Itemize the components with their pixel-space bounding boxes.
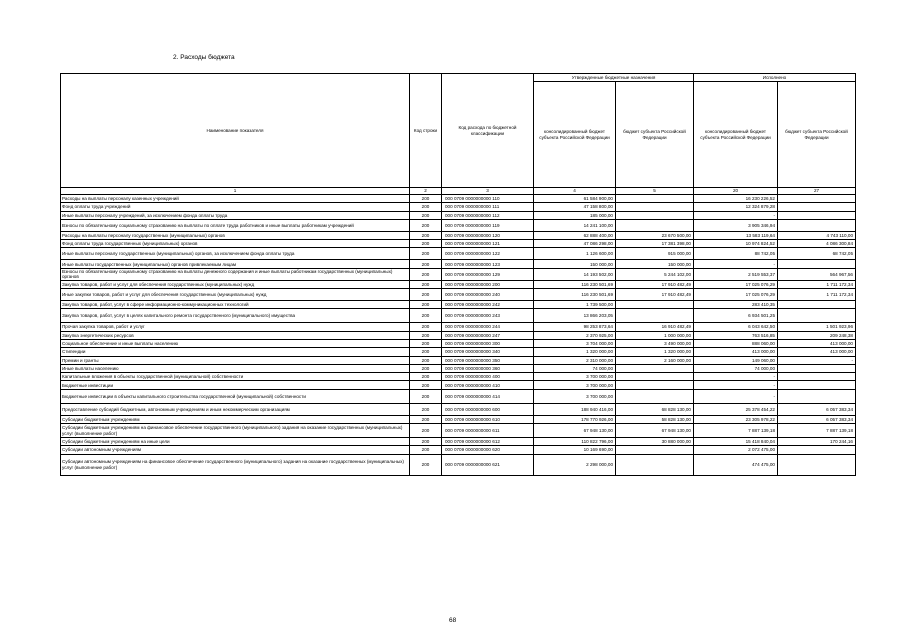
row-executed-consolidated: - <box>694 389 778 403</box>
row-executed-consolidated: 474 475,00 <box>694 454 778 475</box>
row-approved-subject: 915 000,00 <box>616 248 694 260</box>
row-name: Расходы на выплаты персоналу казенных учреждений <box>61 195 410 203</box>
expenses-table <box>60 73 856 476</box>
row-code: 200 <box>410 289 442 301</box>
row-kbk: 000 0709 0000000000 244 <box>442 323 534 331</box>
row-approved-subject <box>616 446 694 454</box>
column-number: 3 <box>442 188 534 195</box>
row-approved-consolidated: 67 948 130,00 <box>534 424 616 438</box>
row-kbk: 000 0709 0000000000 121 <box>442 240 534 248</box>
row-executed-subject <box>778 260 856 268</box>
row-approved-consolidated: 14 193 502,00 <box>534 268 616 280</box>
row-executed-subject: 413 000,00 <box>778 348 856 356</box>
row-executed-consolidated: 25 378 454,22 <box>694 403 778 415</box>
row-executed-subject <box>778 373 856 381</box>
row-approved-subject <box>616 211 694 219</box>
row-kbk: 000 0709 0000000000 340 <box>442 348 534 356</box>
row-kbk: 000 0709 0000000000 243 <box>442 309 534 323</box>
row-name: Расходы на выплаты персоналу государственных (муниципальных) органов <box>61 231 410 239</box>
row-approved-subject <box>616 381 694 389</box>
row-name: Бюджетные инвестиции <box>61 381 410 389</box>
row-kbk: 000 0709 0000000000 111 <box>442 203 534 211</box>
table-row <box>61 248 856 260</box>
row-approved-consolidated: 3 700 000,00 <box>534 373 616 381</box>
header-name: Наименование показателя <box>61 74 410 188</box>
header-code: Код строки <box>410 74 442 188</box>
row-executed-subject <box>778 309 856 323</box>
row-kbk: 000 0709 0000000000 242 <box>442 301 534 309</box>
row-code: 200 <box>410 331 442 339</box>
row-kbk: 000 0709 0000000000 200 <box>442 280 534 288</box>
row-executed-subject <box>778 389 856 403</box>
row-approved-subject: 67 948 130,00 <box>616 424 694 438</box>
row-name: Фонд оплаты труда учреждений <box>61 203 410 211</box>
table-row <box>61 415 856 423</box>
row-executed-consolidated: - <box>694 381 778 389</box>
table-header <box>61 74 856 195</box>
table-row <box>61 403 856 415</box>
row-approved-consolidated: 10 169 690,00 <box>534 446 616 454</box>
row-executed-subject: 68 742,05 <box>778 248 856 260</box>
row-approved-consolidated: 185 000,00 <box>534 211 616 219</box>
row-name: Социальное обеспечение и иные выплаты населению <box>61 339 410 347</box>
row-executed-subject: 1 711 172,34 <box>778 280 856 288</box>
row-name: Субсидии автономным учреждениям <box>61 446 410 454</box>
row-approved-subject <box>616 389 694 403</box>
section-title: 2. Расходы бюджета <box>173 54 235 61</box>
row-approved-consolidated: 62 888 400,00 <box>534 231 616 239</box>
row-code: 200 <box>410 268 442 280</box>
table-row <box>61 364 856 372</box>
row-executed-subject: 413 000,00 <box>778 339 856 347</box>
row-executed-consolidated: 7 887 139,18 <box>694 424 778 438</box>
column-number: 5 <box>616 188 694 195</box>
column-number: 2 <box>410 188 442 195</box>
row-name: Закупка товаров, работ и услуг для обеспечения государственных (муниципальных) нужд <box>61 280 410 288</box>
row-name: Субсидии бюджетным учреждениям <box>61 415 410 423</box>
row-executed-subject <box>778 446 856 454</box>
table-row <box>61 389 856 403</box>
table-row <box>61 301 856 309</box>
row-approved-subject: 17 381 398,00 <box>616 240 694 248</box>
row-approved-subject <box>616 203 694 211</box>
column-number: 4 <box>534 188 616 195</box>
row-code: 200 <box>410 203 442 211</box>
row-kbk: 000 0709 0000000000 621 <box>442 454 534 475</box>
row-approved-consolidated: 2 298 000,00 <box>534 454 616 475</box>
table-body <box>61 195 856 476</box>
row-code: 200 <box>410 248 442 260</box>
row-approved-consolidated: 47 158 800,00 <box>534 203 616 211</box>
row-name: Капитальные вложения в объекты государственной (муниципальной) собственности <box>61 373 410 381</box>
row-code: 200 <box>410 231 442 239</box>
row-executed-consolidated: 2 072 475,00 <box>694 446 778 454</box>
table-row <box>61 331 856 339</box>
row-name: Фонд оплаты труда государственных (муниципальных) органов <box>61 240 410 248</box>
row-approved-consolidated: 98 253 873,64 <box>534 323 616 331</box>
row-approved-subject <box>616 454 694 475</box>
row-executed-subject <box>778 301 856 309</box>
row-executed-subject <box>778 381 856 389</box>
row-name: Субсидии бюджетным учреждениям на финансовое обеспечение государственного (муниципального) задания на оказание государственных (муниципальных) услуг (выполнение работ) <box>61 424 410 438</box>
row-name: Иные выплаты населению <box>61 364 410 372</box>
row-approved-consolidated: 2 310 000,00 <box>534 356 616 364</box>
row-executed-consolidated: 74 000,00 <box>694 364 778 372</box>
table-row <box>61 438 856 446</box>
row-name: Взносы по обязательному социальному страхованию на выплаты по оплате труда работников и иные выплаты работникам учреждений <box>61 219 410 231</box>
row-executed-consolidated: 149 060,00 <box>694 356 778 364</box>
row-executed-subject <box>778 219 856 231</box>
column-number: 1 <box>61 188 410 195</box>
row-code: 200 <box>410 364 442 372</box>
page-number: 68 <box>449 617 457 624</box>
row-code: 200 <box>410 446 442 454</box>
row-approved-consolidated: 150 000,00 <box>534 260 616 268</box>
row-kbk: 000 0709 0000000000 600 <box>442 403 534 415</box>
row-executed-consolidated: 88 742,05 <box>694 248 778 260</box>
row-approved-subject: 1 000 000,00 <box>616 331 694 339</box>
row-executed-consolidated: 2 519 553,37 <box>694 268 778 280</box>
row-name: Субсидии бюджетным учреждениям на иные цели <box>61 438 410 446</box>
row-name: Субсидии автономным учреждениям на финансовое обеспечение государственного (муниципального) задания на оказание государственных (муниципальных) услуг (выполнение работ) <box>61 454 410 475</box>
row-approved-consolidated: 1 320 000,00 <box>534 348 616 356</box>
row-kbk: 000 0709 0000000000 620 <box>442 446 534 454</box>
row-executed-subject: 4 743 110,00 <box>778 231 856 239</box>
row-code: 200 <box>410 424 442 438</box>
row-executed-consolidated: - <box>694 260 778 268</box>
row-kbk: 000 0709 0000000000 247 <box>442 331 534 339</box>
row-code: 200 <box>410 381 442 389</box>
table-row <box>61 260 856 268</box>
header-kbk: Код расхода по бюджетной классификации <box>442 74 534 188</box>
row-name: Бюджетные инвестиции в объекты капитального строительства государственной (муниципальной) собственности <box>61 389 410 403</box>
table-row <box>61 424 856 438</box>
table-row <box>61 454 856 475</box>
row-kbk: 000 0709 0000000000 123 <box>442 260 534 268</box>
row-code: 200 <box>410 389 442 403</box>
row-executed-consolidated: 17 025 076,29 <box>694 289 778 301</box>
row-kbk: 000 0709 0000000000 119 <box>442 219 534 231</box>
row-executed-subject: 7 887 139,18 <box>778 424 856 438</box>
row-executed-consolidated: 413 000,00 <box>694 348 778 356</box>
table-row <box>61 381 856 389</box>
row-executed-subject: 564 967,56 <box>778 268 856 280</box>
row-code: 200 <box>410 301 442 309</box>
row-code: 200 <box>410 195 442 203</box>
row-code: 200 <box>410 309 442 323</box>
row-executed-subject: 4 086 300,84 <box>778 240 856 248</box>
row-executed-consolidated: 10 974 824,52 <box>694 240 778 248</box>
row-approved-consolidated: 14 241 100,00 <box>534 219 616 231</box>
row-code: 200 <box>410 260 442 268</box>
expenses-table-wrapper <box>60 73 856 476</box>
row-kbk: 000 0709 0000000000 112 <box>442 211 534 219</box>
row-code: 200 <box>410 415 442 423</box>
row-executed-consolidated: 6 043 642,50 <box>694 323 778 331</box>
row-kbk: 000 0709 0000000000 414 <box>442 389 534 403</box>
row-executed-subject: 170 244,16 <box>778 438 856 446</box>
row-kbk: 000 0709 0000000000 360 <box>442 364 534 372</box>
header-executed-group: Исполнено <box>694 74 856 82</box>
row-code: 200 <box>410 454 442 475</box>
table-row <box>61 356 856 364</box>
row-kbk: 000 0709 0000000000 400 <box>442 373 534 381</box>
row-kbk: 000 0709 0000000000 611 <box>442 424 534 438</box>
header-approved-subject: бюджет субъекта Российской Федерации <box>616 82 694 188</box>
row-name: Прочая закупка товаров, работ и услуг <box>61 323 410 331</box>
row-approved-subject <box>616 195 694 203</box>
row-approved-consolidated: 47 086 298,00 <box>534 240 616 248</box>
row-executed-consolidated: 12 324 879,28 <box>694 203 778 211</box>
row-executed-consolidated: 16 230 226,52 <box>694 195 778 203</box>
row-name: Стипендии <box>61 348 410 356</box>
row-kbk: 000 0709 0000000000 110 <box>442 195 534 203</box>
row-name: Иные выплаты персоналу учреждений, за исключением фонда оплаты труда <box>61 211 410 219</box>
row-approved-consolidated: 2 370 925,00 <box>534 331 616 339</box>
row-approved-consolidated: 1 126 600,00 <box>534 248 616 260</box>
row-kbk: 000 0709 0000000000 410 <box>442 381 534 389</box>
row-name: Взносы по обязательному социальному страхованию на выплаты денежного содержания и иные выплаты работникам государственных (муниципальных) органов <box>61 268 410 280</box>
row-name: Иные закупки товаров, работ и услуг для обеспечения государственных (муниципальных) нужд <box>61 289 410 301</box>
row-approved-subject: 23 670 500,00 <box>616 231 694 239</box>
row-kbk: 000 0709 0000000000 122 <box>442 248 534 260</box>
table-row <box>61 339 856 347</box>
row-executed-subject <box>778 203 856 211</box>
table-row <box>61 373 856 381</box>
column-number: 27 <box>778 188 856 195</box>
row-approved-consolidated: 3 704 000,00 <box>534 339 616 347</box>
header-executed-consolidated: консолидированный бюджет субъекта Российской Федерации <box>694 82 778 188</box>
row-approved-consolidated: 188 940 416,00 <box>534 403 616 415</box>
row-approved-consolidated: 116 230 501,69 <box>534 289 616 301</box>
row-executed-consolidated: 13 583 119,64 <box>694 231 778 239</box>
row-executed-subject: 209 248,38 <box>778 331 856 339</box>
row-approved-subject: 2 160 000,00 <box>616 356 694 364</box>
row-executed-consolidated: 17 025 076,29 <box>694 280 778 288</box>
row-executed-subject <box>778 364 856 372</box>
row-kbk: 000 0709 0000000000 350 <box>442 356 534 364</box>
row-kbk: 000 0709 0000000000 120 <box>442 231 534 239</box>
row-approved-subject: 30 880 000,00 <box>616 438 694 446</box>
row-executed-subject <box>778 454 856 475</box>
header-approved-consolidated: консолидированный бюджет субъекта Российской Федерации <box>534 82 616 188</box>
row-approved-subject: 16 910 482,49 <box>616 323 694 331</box>
row-code: 200 <box>410 438 442 446</box>
row-kbk: 000 0709 0000000000 610 <box>442 415 534 423</box>
row-code: 200 <box>410 240 442 248</box>
row-approved-subject: 5 244 102,00 <box>616 268 694 280</box>
table-row <box>61 211 856 219</box>
row-approved-subject: 58 828 130,00 <box>616 415 694 423</box>
row-name: Премии и гранты <box>61 356 410 364</box>
table-row <box>61 348 856 356</box>
row-executed-consolidated: 15 418 840,04 <box>694 438 778 446</box>
row-approved-subject: 17 910 482,49 <box>616 289 694 301</box>
row-approved-subject <box>616 301 694 309</box>
row-approved-consolidated: 3 700 000,00 <box>534 381 616 389</box>
row-approved-consolidated: 61 584 900,00 <box>534 195 616 203</box>
row-approved-consolidated: 1 739 500,00 <box>534 301 616 309</box>
table-row <box>61 280 856 288</box>
row-approved-subject: 68 828 130,00 <box>616 403 694 415</box>
row-approved-consolidated: 13 866 203,05 <box>534 309 616 323</box>
row-approved-subject: 17 910 482,49 <box>616 280 694 288</box>
row-approved-subject <box>616 373 694 381</box>
header-executed-subject: бюджет субъекта Российской Федерации <box>778 82 856 188</box>
row-name: Иные выплаты персоналу государственных (муниципальных) органов, за исключением фонда оплаты труда <box>61 248 410 260</box>
row-code: 200 <box>410 323 442 331</box>
row-approved-subject: 1 320 000,00 <box>616 348 694 356</box>
row-approved-consolidated: 3 700 000,00 <box>534 389 616 403</box>
row-executed-subject: - <box>778 356 856 364</box>
row-kbk: 000 0709 0000000000 300 <box>442 339 534 347</box>
row-code: 200 <box>410 339 442 347</box>
row-name: Предоставление субсидий бюджетным, автономным учреждениям и иным некоммерческим организациям <box>61 403 410 415</box>
row-approved-subject: 150 000,00 <box>616 260 694 268</box>
table-row <box>61 195 856 203</box>
table-row <box>61 219 856 231</box>
table-row <box>61 231 856 239</box>
row-approved-subject <box>616 309 694 323</box>
row-executed-subject <box>778 211 856 219</box>
row-executed-consolidated: 6 934 501,25 <box>694 309 778 323</box>
row-kbk: 000 0709 0000000000 129 <box>442 268 534 280</box>
row-approved-subject <box>616 364 694 372</box>
row-name: Иные выплаты государственных (муниципальных) органов привлекаемым лицам <box>61 260 410 268</box>
row-code: 200 <box>410 356 442 364</box>
row-executed-consolidated: - <box>694 373 778 381</box>
row-name: Закупка товаров, работ, услуг в сфере информационно-коммуникационных технологий <box>61 301 410 309</box>
row-executed-subject <box>778 195 856 203</box>
row-executed-subject: 6 057 383,34 <box>778 415 856 423</box>
table-row <box>61 268 856 280</box>
table-row <box>61 309 856 323</box>
row-code: 200 <box>410 403 442 415</box>
row-approved-consolidated: 178 770 926,00 <box>534 415 616 423</box>
row-approved-consolidated: 116 230 501,69 <box>534 280 616 288</box>
row-code: 200 <box>410 211 442 219</box>
row-executed-consolidated: - <box>694 211 778 219</box>
row-executed-consolidated: 888 060,00 <box>694 339 778 347</box>
row-code: 200 <box>410 280 442 288</box>
column-number: 20 <box>694 188 778 195</box>
row-executed-subject: 1 711 172,34 <box>778 289 856 301</box>
row-name: Закупка товаров, работ, услуг в целях капитального ремонта государственного (муниципального) имущества <box>61 309 410 323</box>
table-row <box>61 289 856 301</box>
row-kbk: 000 0709 0000000000 612 <box>442 438 534 446</box>
header-approved-group: Утвержденные бюджетные назначения <box>534 74 694 82</box>
row-approved-subject: 3 490 000,00 <box>616 339 694 347</box>
row-kbk: 000 0709 0000000000 240 <box>442 289 534 301</box>
row-code: 200 <box>410 373 442 381</box>
row-code: 200 <box>410 219 442 231</box>
row-executed-subject: 6 057 383,34 <box>778 403 856 415</box>
row-code: 200 <box>410 348 442 356</box>
table-row <box>61 203 856 211</box>
row-executed-consolidated: 763 516,85 <box>694 331 778 339</box>
row-name: Закупка энергетических ресурсов <box>61 331 410 339</box>
row-executed-consolidated: 23 305 978,22 <box>694 415 778 423</box>
table-row <box>61 240 856 248</box>
table-row <box>61 446 856 454</box>
row-executed-subject: 1 501 923,96 <box>778 323 856 331</box>
row-approved-consolidated: 110 822 796,00 <box>534 438 616 446</box>
row-approved-subject <box>616 219 694 231</box>
row-executed-consolidated: 283 410,35 <box>694 301 778 309</box>
row-approved-consolidated: 74 000,00 <box>534 364 616 372</box>
table-row <box>61 323 856 331</box>
row-executed-consolidated: 3 905 346,94 <box>694 219 778 231</box>
